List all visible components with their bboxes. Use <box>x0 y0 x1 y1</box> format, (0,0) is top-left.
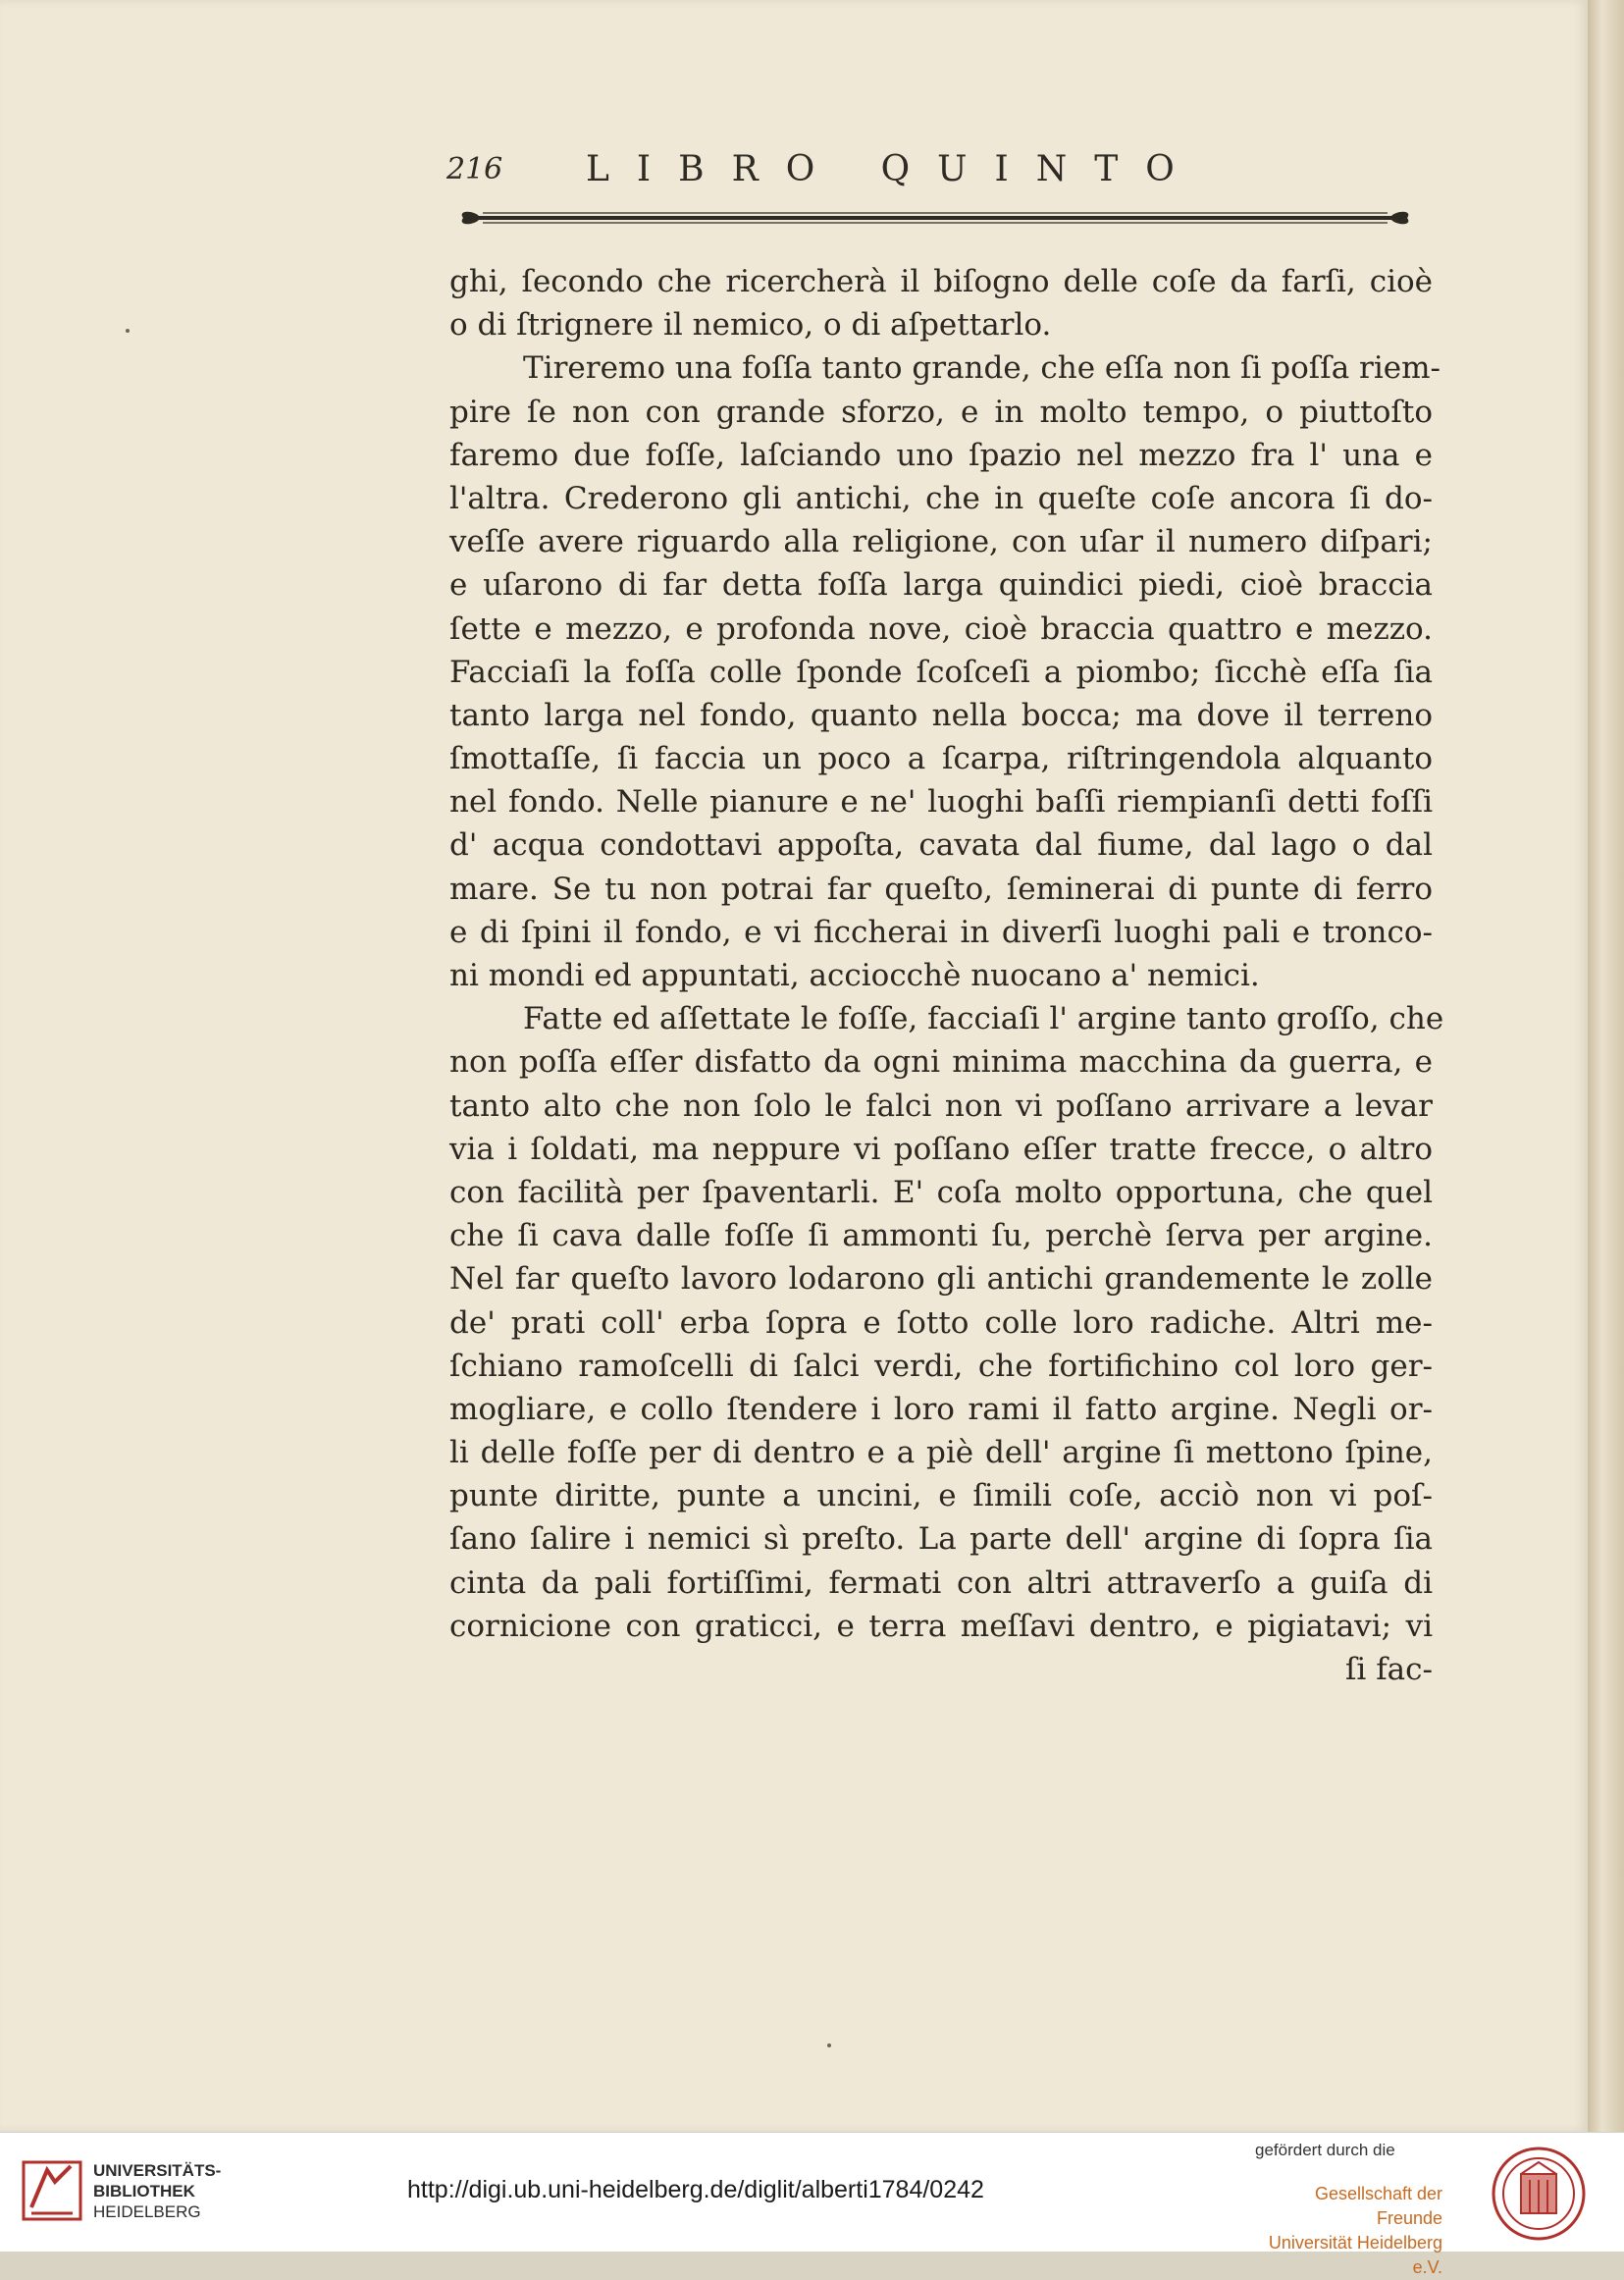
text-line: con facilità per ſpaventarli. E' coſa molto opportuna, che quel <box>449 1174 1433 1210</box>
text-line: e di ſpini il fondo, e vi ficcherai in diverſi luoghi pali e tronco- <box>449 914 1433 950</box>
text-line: pire ſe non con grande sforzo, e in molto tempo, o piuttoſto <box>449 394 1433 430</box>
text-line: de' prati coll' erba ſopra e ſotto colle loro radiche. Altri me- <box>449 1304 1433 1341</box>
text-line: e uſarono di far detta foſſa larga quindici piedi, cioè braccia <box>449 567 1433 604</box>
text-line: mare. Se tu non potrai far queſto, ſeminerai di punte di ferro <box>449 871 1433 907</box>
text-line: li delle foſſe per di dentro e a piè dell' argine ſi mettono ſpine, <box>449 1435 1433 1471</box>
ink-speck <box>126 329 130 333</box>
text-line: Nel far queſto lavoro lodarono gli antichi grandemente le zolle <box>449 1261 1433 1298</box>
library-name-line: HEIDELBERG <box>93 2202 201 2221</box>
text-line: tanto alto che non ſolo le falci non vi poſſano arrivare a levar <box>449 1087 1433 1124</box>
text-line: d' acqua condottavi appoſta, cavata dal fiume, dal lago o dal <box>449 827 1433 864</box>
university-seal-icon <box>1490 2145 1588 2243</box>
text-line: mogliare, e collo ſtendere i loro rami il fatto argine. Negli or- <box>449 1391 1433 1427</box>
sponsor-name <box>1246 2182 1442 2280</box>
text-line: veſſe avere riguardo alla religione, con uſar il numero diſpari; <box>449 524 1433 560</box>
body-text <box>449 260 1444 1691</box>
library-name <box>93 2160 221 2222</box>
text-line: Tireremo una foſſa tanto grande, che eſſa non ſi poſſa riem- <box>523 350 1441 387</box>
text-line: l'altra. Crederono gli antichi, che in queſte coſe ancora ſi do- <box>449 480 1433 516</box>
sponsor-label: gefördert durch die <box>1255 2141 1395 2159</box>
page-number: 216 <box>446 151 503 186</box>
text-line: faremo due foſſe, laſciando uno ſpazio nel mezzo fra l' una e <box>449 437 1433 473</box>
text-line: punte diritte, punte a uncini, e ſimili coſe, acciò non vi poſ- <box>449 1478 1433 1514</box>
text-line: ſmottaſſe, ſi faccia un poco a ſcarpa, riſtringendola alquanto <box>449 741 1433 777</box>
text-line: cinta da pali fortiſſimi, fermati con altri attraverſo a guiſa di <box>449 1564 1433 1601</box>
text-line: Fatte ed aſſettate le foſſe, facciaſi l' argine tanto groſſo, che <box>523 1001 1444 1037</box>
decorative-rule <box>453 207 1417 229</box>
library-name-line: UNIVERSITÄTS- <box>93 2161 222 2180</box>
text-line: Facciaſi la foſſa colle ſponde ſcoſceſi a piombo; ſicchè eſſa ſia <box>449 654 1433 690</box>
permalink-url[interactable]: http://digi.ub.uni-heidelberg.de/diglit/alberti1784/0242 <box>407 2176 984 2203</box>
running-title: LIBRO QUINTO <box>586 148 1202 189</box>
text-line: non poſſa eſſer disfatto da ogni minima macchina da guerra, e <box>449 1044 1433 1081</box>
text-line: che ſi cava dalle foſſe ſi ammonti ſu, perchè ſerva per argine. <box>449 1218 1433 1254</box>
page-header <box>446 139 1433 198</box>
text-line: ni mondi ed appuntati, acciocchè nuocano a' nemici. <box>449 958 1260 993</box>
text-line: cornicione con graticci, e terra meſſavi dentro, e pigiatavi; vi <box>449 1608 1433 1644</box>
text-line: o di ſtrignere il nemico, o di aſpettarlo. <box>449 307 1052 344</box>
digitization-footer <box>0 2132 1624 2277</box>
sponsor-line: Universität Heidelberg e.V. <box>1268 2233 1442 2277</box>
text-line: ſchiano ramoſcelli di ſalci verdi, che fortifichino col loro ger- <box>449 1348 1433 1384</box>
catchword: ſi fac- <box>1344 1652 1433 1687</box>
text-line: via i ſoldati, ma neppure vi poſſano eſſer tratte frecce, o altro <box>449 1131 1433 1167</box>
library-logo-icon <box>18 2152 86 2231</box>
text-line: ſette e mezzo, e profonda nove, cioè braccia quattro e mezzo. <box>449 610 1433 647</box>
ink-speck <box>827 2043 831 2047</box>
text-line: ſano ſalire i nemici sì preſto. La parte dell' argine di ſopra ſia <box>449 1521 1433 1558</box>
sponsor-line: Gesellschaft der Freunde <box>1314 2184 1442 2228</box>
text-line: nel fondo. Nelle pianure e ne' luoghi baſſi riempianſi detti foſſi <box>449 784 1433 821</box>
text-line: ghi, ſecondo che ricercherà il biſogno delle coſe da farſi, cioè <box>449 264 1433 299</box>
text-line: tanto larga nel fondo, quanto nella bocca; ma dove il terreno <box>449 697 1433 733</box>
page-edge <box>1588 0 1624 2132</box>
library-name-line: BIBLIOTHEK <box>93 2182 195 2200</box>
